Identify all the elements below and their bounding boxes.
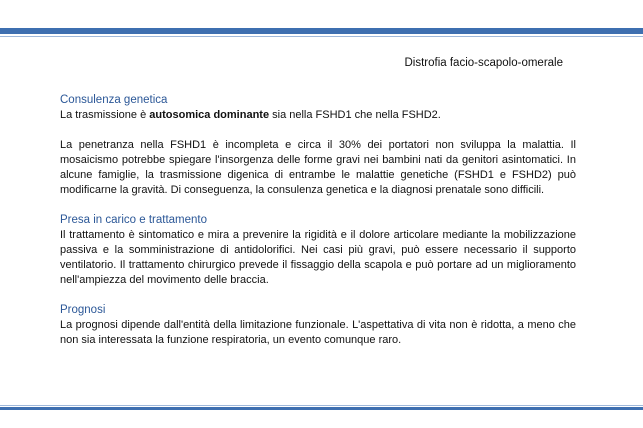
- footer-rule-thin: [0, 405, 643, 406]
- footer-rule: [0, 407, 643, 410]
- document-title: Distrofia facio-scapolo-omerale: [404, 57, 563, 69]
- section-prognosis: [60, 303, 576, 348]
- header-rule: [0, 28, 643, 34]
- paragraph-text: La trasmissione è: [60, 109, 150, 121]
- paragraph-emphasis: autosomica dominante: [149, 109, 270, 121]
- paragraph-text: sia nella FSHD1 che nella FSHD2.: [269, 109, 441, 121]
- section-heading: Presa in carico e trattamento: [60, 214, 208, 226]
- document-body: [60, 93, 576, 348]
- section-genetic-counseling: [60, 93, 576, 198]
- paragraph: [60, 108, 576, 123]
- section-heading: Prognosi: [60, 304, 106, 316]
- paragraph: La prognosi dipende dall'entità della limitazione funzionale. L'aspettativa di vita non è ridotta, a meno che non sia interessata la funzione respiratoria, un evento comunque raro.: [60, 319, 576, 346]
- header-rule-thin: [0, 36, 643, 37]
- section-heading: Consulenza genetica: [60, 94, 168, 106]
- section-management-treatment: [60, 213, 576, 288]
- paragraph: Il trattamento è sintomatico e mira a prevenire la rigidità e il dolore articolare mediante la mobilizzazione passiva e la somministrazione di antidolorifici. Nei casi più gravi, può essere necessario il supporto ventilatorio. Il trattamento chirurgico prevede il fissaggio della scapola e può portare ad un miglioramento nell'ampiezza del movimento delle braccia.: [60, 229, 576, 286]
- paragraph: La penetranza nella FSHD1 è incompleta e circa il 30% dei portatori non sviluppa la malattia. Il mosaicismo potrebbe spiegare l'insorgenza delle forme gravi nei bambini nati da genitori asintomatici. In alcune famiglie, la trasmissione digenica di entrambe le malattie genetiche (FSHD1 e FSHD2) può modificarne la gravità. Di conseguenza, la consulenza genetica e la diagnosi prenatale sono difficili.: [60, 139, 576, 196]
